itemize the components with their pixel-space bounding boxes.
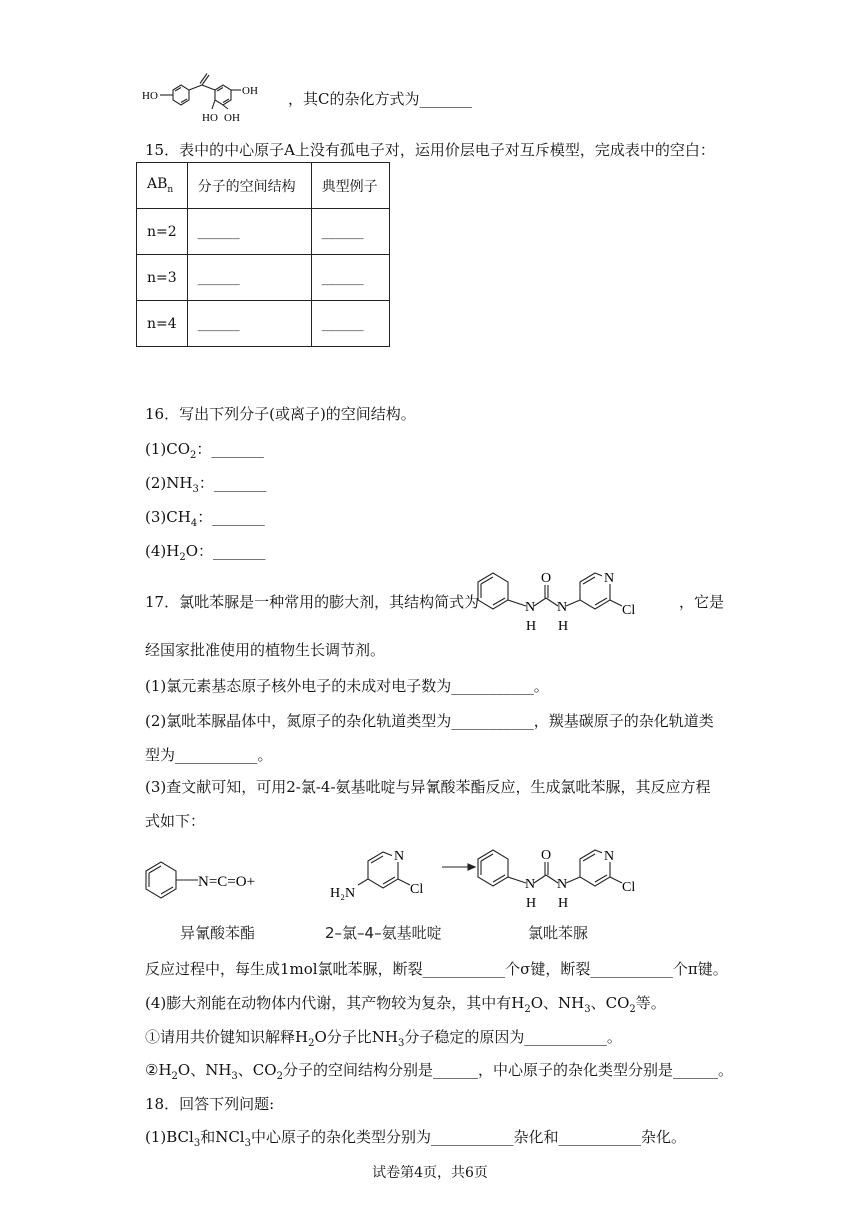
header-example: 典型例子 [311,163,389,209]
forchlorfenuron-structure [470,558,680,638]
row-n: n=3 [137,255,188,301]
benzophenone-structure [140,68,290,126]
q17-circ1: ①请用共价键知识解释$H_2O$分子比$NH_3$分子稳定的原因为___________。 [145,1028,622,1049]
reaction-scheme [140,835,700,917]
atom-n1: N [525,600,536,615]
r2-atom-cl: Cl [410,882,424,897]
q15-stem: 15．表中的中心原子A上没有孤电子对，运用价层电子对互斥模型，完成表中的空白： [145,141,715,159]
p-atom-n-ring: N [604,849,615,864]
example-blank: ______ [311,209,389,255]
q17-sub2-line1: (2)氯吡苯脲晶体中，氮原子的杂化轨道类型为___________，羰基碳原子的杂化轨道类 [145,712,714,730]
q17-reaction-question: 反应过程中，每生成1mol氯吡苯脲，断裂___________个σ键，断裂___________个π键。 [145,960,728,978]
q18-sub1: (1)BCl$_3$和NCl$_3$中心原子的杂化类型分别为___________杂化和___________杂化。 [145,1128,686,1149]
r2-atom-n: N [394,849,405,864]
row-n: n=2 [137,209,188,255]
q17-sub3-line2: 式如下： [145,812,206,830]
example-blank: ______ [311,301,389,347]
table-header-row [137,163,390,209]
structure-blank: ______ [187,255,311,301]
table-row [137,209,390,255]
q17-sub1: (1)氯元素基态原子核外电子的未成对电子数为___________。 [145,677,549,695]
mol-label-ho-left: HO [142,90,158,102]
caption-phenyl-isocyanate: 异氰酸苯酯 [180,924,256,942]
q16-item-nh3: $(2)NH_3$：_______ [145,474,267,495]
q17-stem-part2: ，它是 [679,593,725,611]
header-structure: 分子的空间结构 [187,163,311,209]
p-atom-n1: N [525,877,536,892]
structure-blank: ______ [187,301,311,347]
mol-label-ho-bottom: HO [202,112,218,124]
r2-amine: H₂N [330,886,356,901]
table-row [137,301,390,347]
atom-h2: H [558,619,569,634]
table-row [137,255,390,301]
q17-stem-part1: 17．氯吡苯脲是一种常用的膨大剂，其结构简式为 [145,593,480,611]
q14-tail-text: ，其C的杂化方式为_______ [288,90,472,108]
q17-sub2-line2: 型为___________。 [145,746,273,764]
mol-label-oh-bottom: OH [224,112,240,124]
q16-item-co2: $(1)CO_2$：_______ [145,440,264,461]
header-abn: $AB_n$ [137,163,188,209]
q17-sub4-line1: (4)膨大剂能在动物体内代谢，其产物较为复杂，其中有$H_2O$、$NH_3$、$CO_2$等。 [145,994,666,1015]
atom-n-ring: N [604,571,615,586]
q18-stem: 18．回答下列问题: [145,1095,275,1113]
q17-circ2: $②H_2O$、$NH_3$、$CO_2$分子的空间结构分别是______，中心原子的杂化类型分别是______。 [145,1061,733,1082]
isocyanate-formula: N=C=O+ [198,874,256,890]
atom-h1: H [526,619,537,634]
example-blank: ______ [311,255,389,301]
atom-o: O [541,571,552,586]
caption-forchlorfenuron: 氯吡苯脲 [528,924,589,942]
p-atom-h1: H [526,896,537,911]
caption-aminopyridine: 2–氯–4–氨基吡啶 [325,924,442,942]
p-atom-h2: H [558,896,569,911]
q16-item-ch4: $(3)CH_4$：_______ [145,508,265,529]
q16-stem: 16．写出下列分子(或离子)的空间结构。 [145,405,416,423]
row-n: n=4 [137,301,188,347]
atom-cl: Cl [622,603,636,618]
structure-blank: ______ [187,209,311,255]
q17-stem-line2: 经国家批准使用的植物生长调节剂。 [145,641,386,659]
mol-label-oh-right: OH [242,85,258,97]
q16-item-h2o: $(4)H_2O$：_______ [145,542,266,563]
page-footer: 试卷第4页，共6页 [372,1165,488,1181]
atom-n2: N [557,600,568,615]
vsepr-table [136,162,390,347]
p-atom-cl: Cl [622,880,636,895]
p-atom-n2: N [557,877,568,892]
q17-sub3-line1: (3)查文献可知，可用2-氯-4-氨基吡啶与异氰酸苯酯反应，生成氯吡苯脲，其反应方程 [145,778,711,796]
p-atom-o: O [541,848,552,863]
